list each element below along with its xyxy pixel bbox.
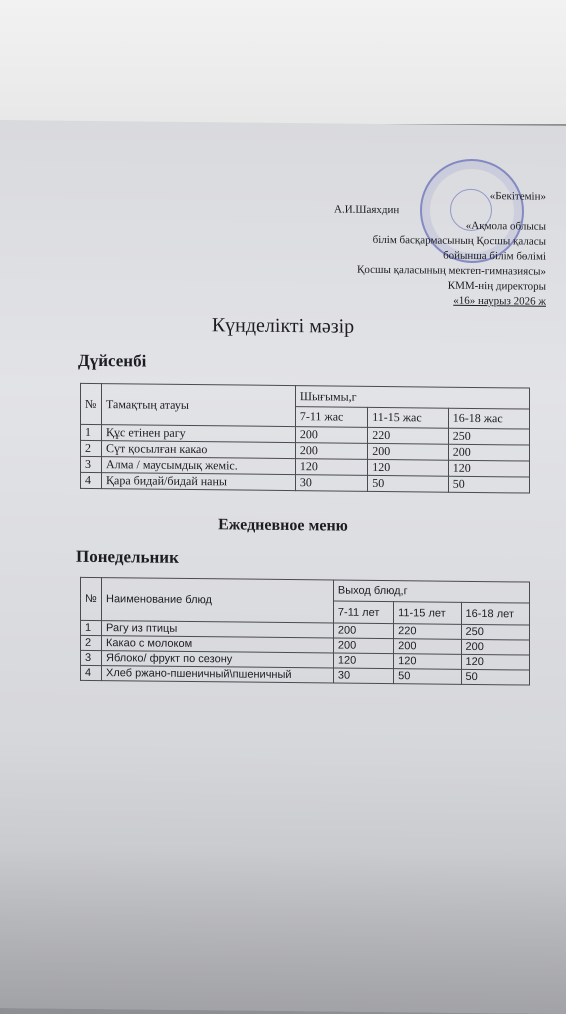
row-number: 2 bbox=[81, 635, 102, 650]
portion-value: 200 bbox=[295, 443, 367, 460]
portion-value: 120 bbox=[461, 654, 529, 670]
dish-name: Қара бидай/бидай наны bbox=[102, 473, 296, 491]
approval-line: «Ақмола облысы bbox=[465, 219, 546, 233]
approval-line: Қосшы қаласының мектеп-гимназиясы» bbox=[357, 263, 546, 278]
portion-value: 220 bbox=[368, 427, 449, 444]
dish-name: Яблоко/ фрукт по сезону bbox=[102, 651, 334, 668]
paper-shadow bbox=[0, 848, 566, 1014]
approver-name: А.И.Шаяхдин bbox=[334, 203, 400, 217]
portion-value: 120 bbox=[394, 654, 461, 670]
table-header-dish: Наименование блюд bbox=[102, 578, 334, 623]
portion-value: 200 bbox=[461, 639, 529, 655]
table-header-yield: Выход блюд,г bbox=[333, 580, 529, 603]
dish-name: Алма / маусымдық жеміс. bbox=[102, 457, 296, 475]
dish-name: Рагу из птицы bbox=[102, 621, 334, 638]
portion-value: 200 bbox=[394, 639, 461, 655]
portion-value: 200 bbox=[333, 638, 393, 654]
approval-line: «Бекітемін» bbox=[489, 190, 546, 203]
portion-value: 200 bbox=[448, 444, 529, 461]
dish-name: Хлеб ржано-пшеничный\пшеничный bbox=[102, 666, 334, 683]
portion-value: 30 bbox=[295, 475, 367, 492]
table-header-age: 16-18 жас bbox=[448, 408, 529, 429]
row-number: 1 bbox=[81, 620, 102, 635]
row-number: 3 bbox=[81, 456, 102, 472]
approval-line: бойынша білім бөлімі bbox=[443, 249, 546, 263]
table-header-num: № bbox=[81, 383, 102, 424]
row-number: 4 bbox=[81, 472, 102, 488]
portion-value: 30 bbox=[333, 668, 393, 684]
portion-value: 50 bbox=[394, 669, 461, 685]
approval-line: білім басқармасының Қосшы қаласы bbox=[372, 233, 546, 248]
table-header-dish: Тамақтың атауы bbox=[102, 384, 296, 427]
table-header-num: № bbox=[81, 577, 102, 620]
table-header-age: 7-11 жас bbox=[295, 407, 367, 428]
table-header-age: 11-15 лет bbox=[394, 602, 461, 625]
portion-value: 50 bbox=[461, 669, 529, 685]
portion-value: 200 bbox=[333, 623, 393, 639]
kz-menu-title: Күнделікті мәзір bbox=[211, 314, 355, 338]
portion-value: 200 bbox=[295, 427, 367, 444]
portion-value: 220 bbox=[394, 624, 461, 640]
row-number: 4 bbox=[81, 665, 102, 680]
kz-day-heading: Дүйсенбі bbox=[78, 350, 147, 371]
row-number: 2 bbox=[81, 440, 102, 456]
portion-value: 50 bbox=[448, 476, 529, 493]
menu-document bbox=[0, 120, 566, 1014]
approval-block bbox=[246, 187, 546, 310]
portion-value: 120 bbox=[368, 459, 449, 476]
portion-value: 120 bbox=[333, 653, 393, 669]
row-number: 1 bbox=[81, 424, 102, 440]
row-number: 3 bbox=[81, 650, 102, 665]
ru-menu-table bbox=[80, 577, 530, 686]
approval-date: «16» наурыз 2026 ж bbox=[453, 294, 546, 308]
portion-value: 120 bbox=[295, 459, 367, 476]
table-header-age: 7-11 лет bbox=[333, 601, 393, 624]
approval-line: КММ-нің директоры bbox=[447, 279, 546, 293]
dish-name: Құс етінен рагу bbox=[102, 425, 296, 443]
ru-menu-title: Ежедневное меню bbox=[218, 516, 348, 535]
portion-value: 50 bbox=[368, 475, 449, 492]
background-wall bbox=[0, 0, 566, 124]
kz-menu-table bbox=[80, 383, 530, 494]
portion-value: 250 bbox=[448, 428, 529, 445]
table-header-yield: Шығымы,г bbox=[295, 386, 529, 409]
table-header-age: 11-15 жас bbox=[368, 407, 449, 428]
portion-value: 250 bbox=[461, 624, 529, 640]
portion-value: 200 bbox=[368, 443, 449, 460]
dish-name: Какао с молоком bbox=[102, 636, 334, 653]
dish-name: Сүт қосылған какао bbox=[102, 441, 296, 459]
ru-day-heading: Понедельник bbox=[76, 546, 179, 567]
table-header-age: 16-18 лет bbox=[461, 602, 529, 625]
portion-value: 120 bbox=[448, 460, 529, 477]
